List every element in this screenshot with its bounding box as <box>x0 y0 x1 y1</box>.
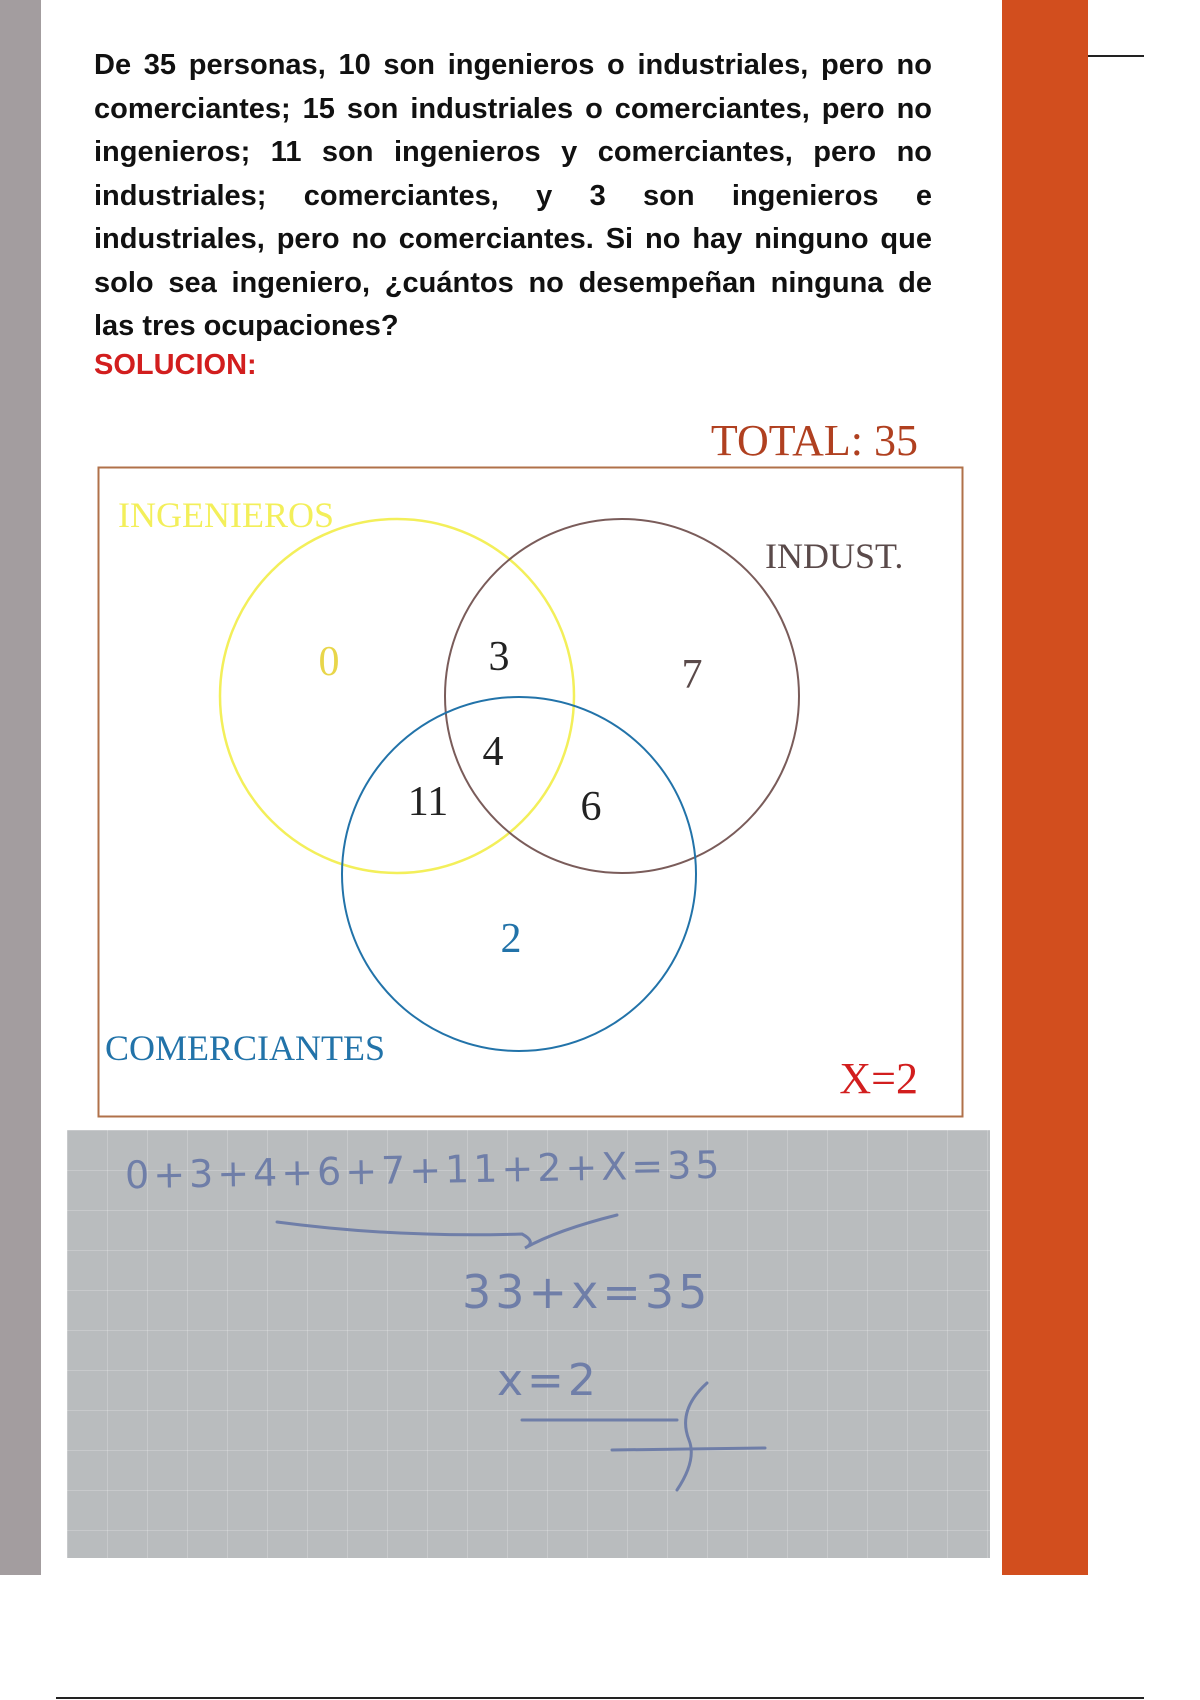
region-ingenieros-comerciantes: 11 <box>407 779 449 825</box>
set-label-comerciantes: COMERCIANTES <box>105 1028 386 1068</box>
circle-industriales <box>445 519 799 873</box>
region-only-comerciantes: 2 <box>500 916 522 962</box>
handwritten-sum-line: 0+3+4+6+7+11+2+X=35 <box>124 1142 724 1198</box>
region-all-three: 4 <box>482 729 504 775</box>
handwritten-answer-line: x=2 <box>497 1355 600 1406</box>
venn-diagram <box>97 416 964 1118</box>
right-accent-strip <box>1002 0 1088 1575</box>
problem-statement: De 35 personas, 10 son ingenieros o industriales, pero no comerciantes; 15 son industriales o comerciantes, pero no ingenieros; 11 son ingenieros y comerciantes, pero no industriales; comerciantes, y 3 son ingenieros e industriales, pero no comerciantes. Si no hay ninguno que solo sea ingeniero, ¿cuántos no desempeñan ninguna de las tres ocupaciones? <box>94 49 932 342</box>
handwritten-equation-line: 33+x=35 <box>462 1265 712 1319</box>
total-label: TOTAL: 35 <box>710 416 918 465</box>
region-industriales-comerciantes: 6 <box>580 784 602 830</box>
region-only-ingenieros: 0 <box>318 639 340 685</box>
set-label-ingenieros: INGENIEROS <box>118 495 334 535</box>
handwritten-solution-photo <box>67 1130 990 1558</box>
result-label: X=2 <box>839 1054 918 1103</box>
region-only-industriales: 7 <box>681 652 703 698</box>
circle-ingenieros <box>220 519 574 873</box>
footer-rule <box>56 1697 1144 1699</box>
region-ingenieros-industriales: 3 <box>488 634 510 680</box>
header-rule <box>1088 55 1144 57</box>
solution-heading: SOLUCION: <box>94 349 257 381</box>
left-margin-strip <box>0 0 41 1575</box>
set-label-industriales: INDUST. <box>765 536 904 576</box>
handwritten-strokes <box>67 1130 990 1558</box>
